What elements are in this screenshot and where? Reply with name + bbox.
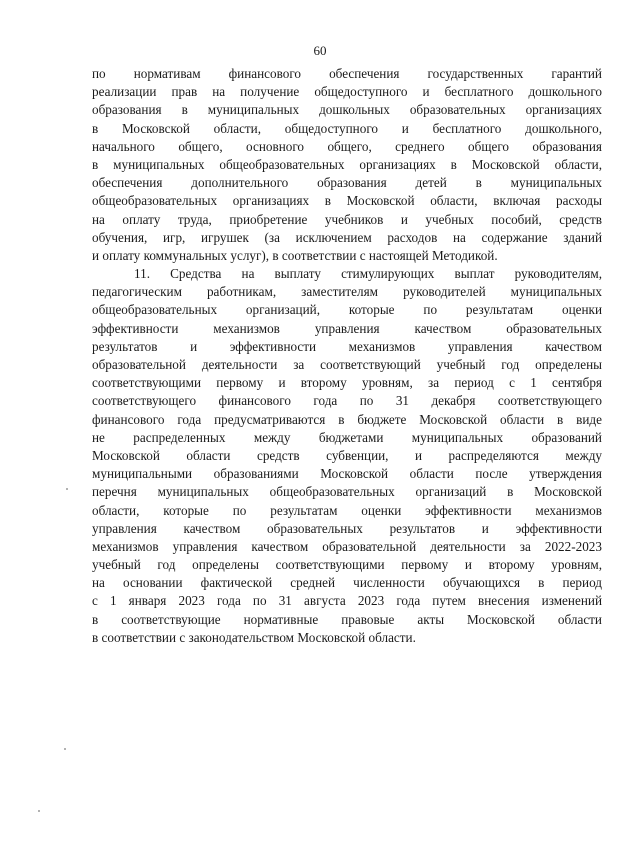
scan-speck: [66, 488, 68, 490]
text-line: по нормативам финансового обеспечения государственных гарантий: [92, 66, 602, 81]
text-line: в соответствии с законодательством Московской области.: [92, 629, 416, 645]
text-line: 11. Средства на выплату стимулирующих выплат руководителям,: [134, 266, 602, 282]
document-body: [92, 65, 602, 647]
text-line: обучения, игр, игрушек (за исключением расходов на содержание зданий: [92, 229, 602, 245]
scan-speck: [64, 748, 66, 750]
text-line: соответствующими первому и второму уровням, за период с 1 сентября: [92, 375, 602, 391]
text-line: реализации прав на получение общедоступного и бесплатного дошкольного: [92, 84, 602, 100]
scan-speck: [38, 810, 40, 812]
text-line: муниципальными образованиями Московской области после утверждения: [92, 466, 602, 482]
text-line: учебный год определены соответствующими первому и второму уровням,: [92, 557, 602, 573]
text-line: соответствующего финансового года по 31 декабря соответствующего: [92, 393, 602, 409]
text-line: области, которые по результатам оценки эффективности механизмов: [92, 502, 602, 518]
page-number: 60: [313, 43, 327, 58]
paragraph-item-11: [92, 265, 602, 647]
text-line: в муниципальных общеобразовательных организациях в Московской области,: [92, 156, 602, 172]
text-line: перечня муниципальных общеобразовательных организаций в Московской: [92, 484, 602, 500]
text-line: обеспечения дополнительного образования детей в муниципальных: [92, 175, 602, 191]
text-line: финансового года предусматриваются в бюджете Московской области в виде: [92, 411, 602, 427]
paragraph-methodology-scope: [92, 65, 602, 265]
text-line: педагогическим работникам, заместителям руководителей муниципальных: [92, 284, 602, 300]
text-line: результатов и эффективности механизмов управления качеством: [92, 338, 602, 354]
text-line: не распределенных между бюджетами муниципальных образований: [92, 429, 602, 445]
text-line: на основании фактической средней численности обучающихся в период: [92, 575, 602, 591]
text-line: механизмов управления качеством образовательной деятельности за 2022-2023: [92, 538, 602, 554]
text-line: образовательной деятельности за соответствующий учебный год определены: [92, 357, 602, 372]
text-line: общеобразовательных организаций, которые по результатам оценки: [92, 302, 602, 318]
text-line: в соответствующие нормативные правовые акты Московской области: [92, 611, 602, 627]
text-line: образования в муниципальных дошкольных образовательных организациях: [92, 102, 602, 118]
text-line: общеобразовательных организациях в Московской области, включая расходы: [92, 193, 602, 209]
text-line: с 1 января 2023 года по 31 августа 2023 года путем внесения изменений: [92, 593, 602, 609]
text-line: в Московской области, общедоступного и бесплатного дошкольного,: [92, 120, 602, 136]
text-line: управления качеством образовательных результатов и эффективности: [92, 520, 602, 536]
text-line: Московской области средств субвенции, и распределяются между: [92, 447, 602, 463]
text-line: эффективности механизмов управления качеством образовательных: [92, 320, 602, 336]
text-line: начального общего, основного общего, среднего общего образования: [92, 138, 602, 154]
text-line: и оплату коммунальных услуг), в соответствии с настоящей Методикой.: [92, 247, 498, 263]
text-line: на оплату труда, приобретение учебников и учебных пособий, средств: [92, 211, 602, 227]
